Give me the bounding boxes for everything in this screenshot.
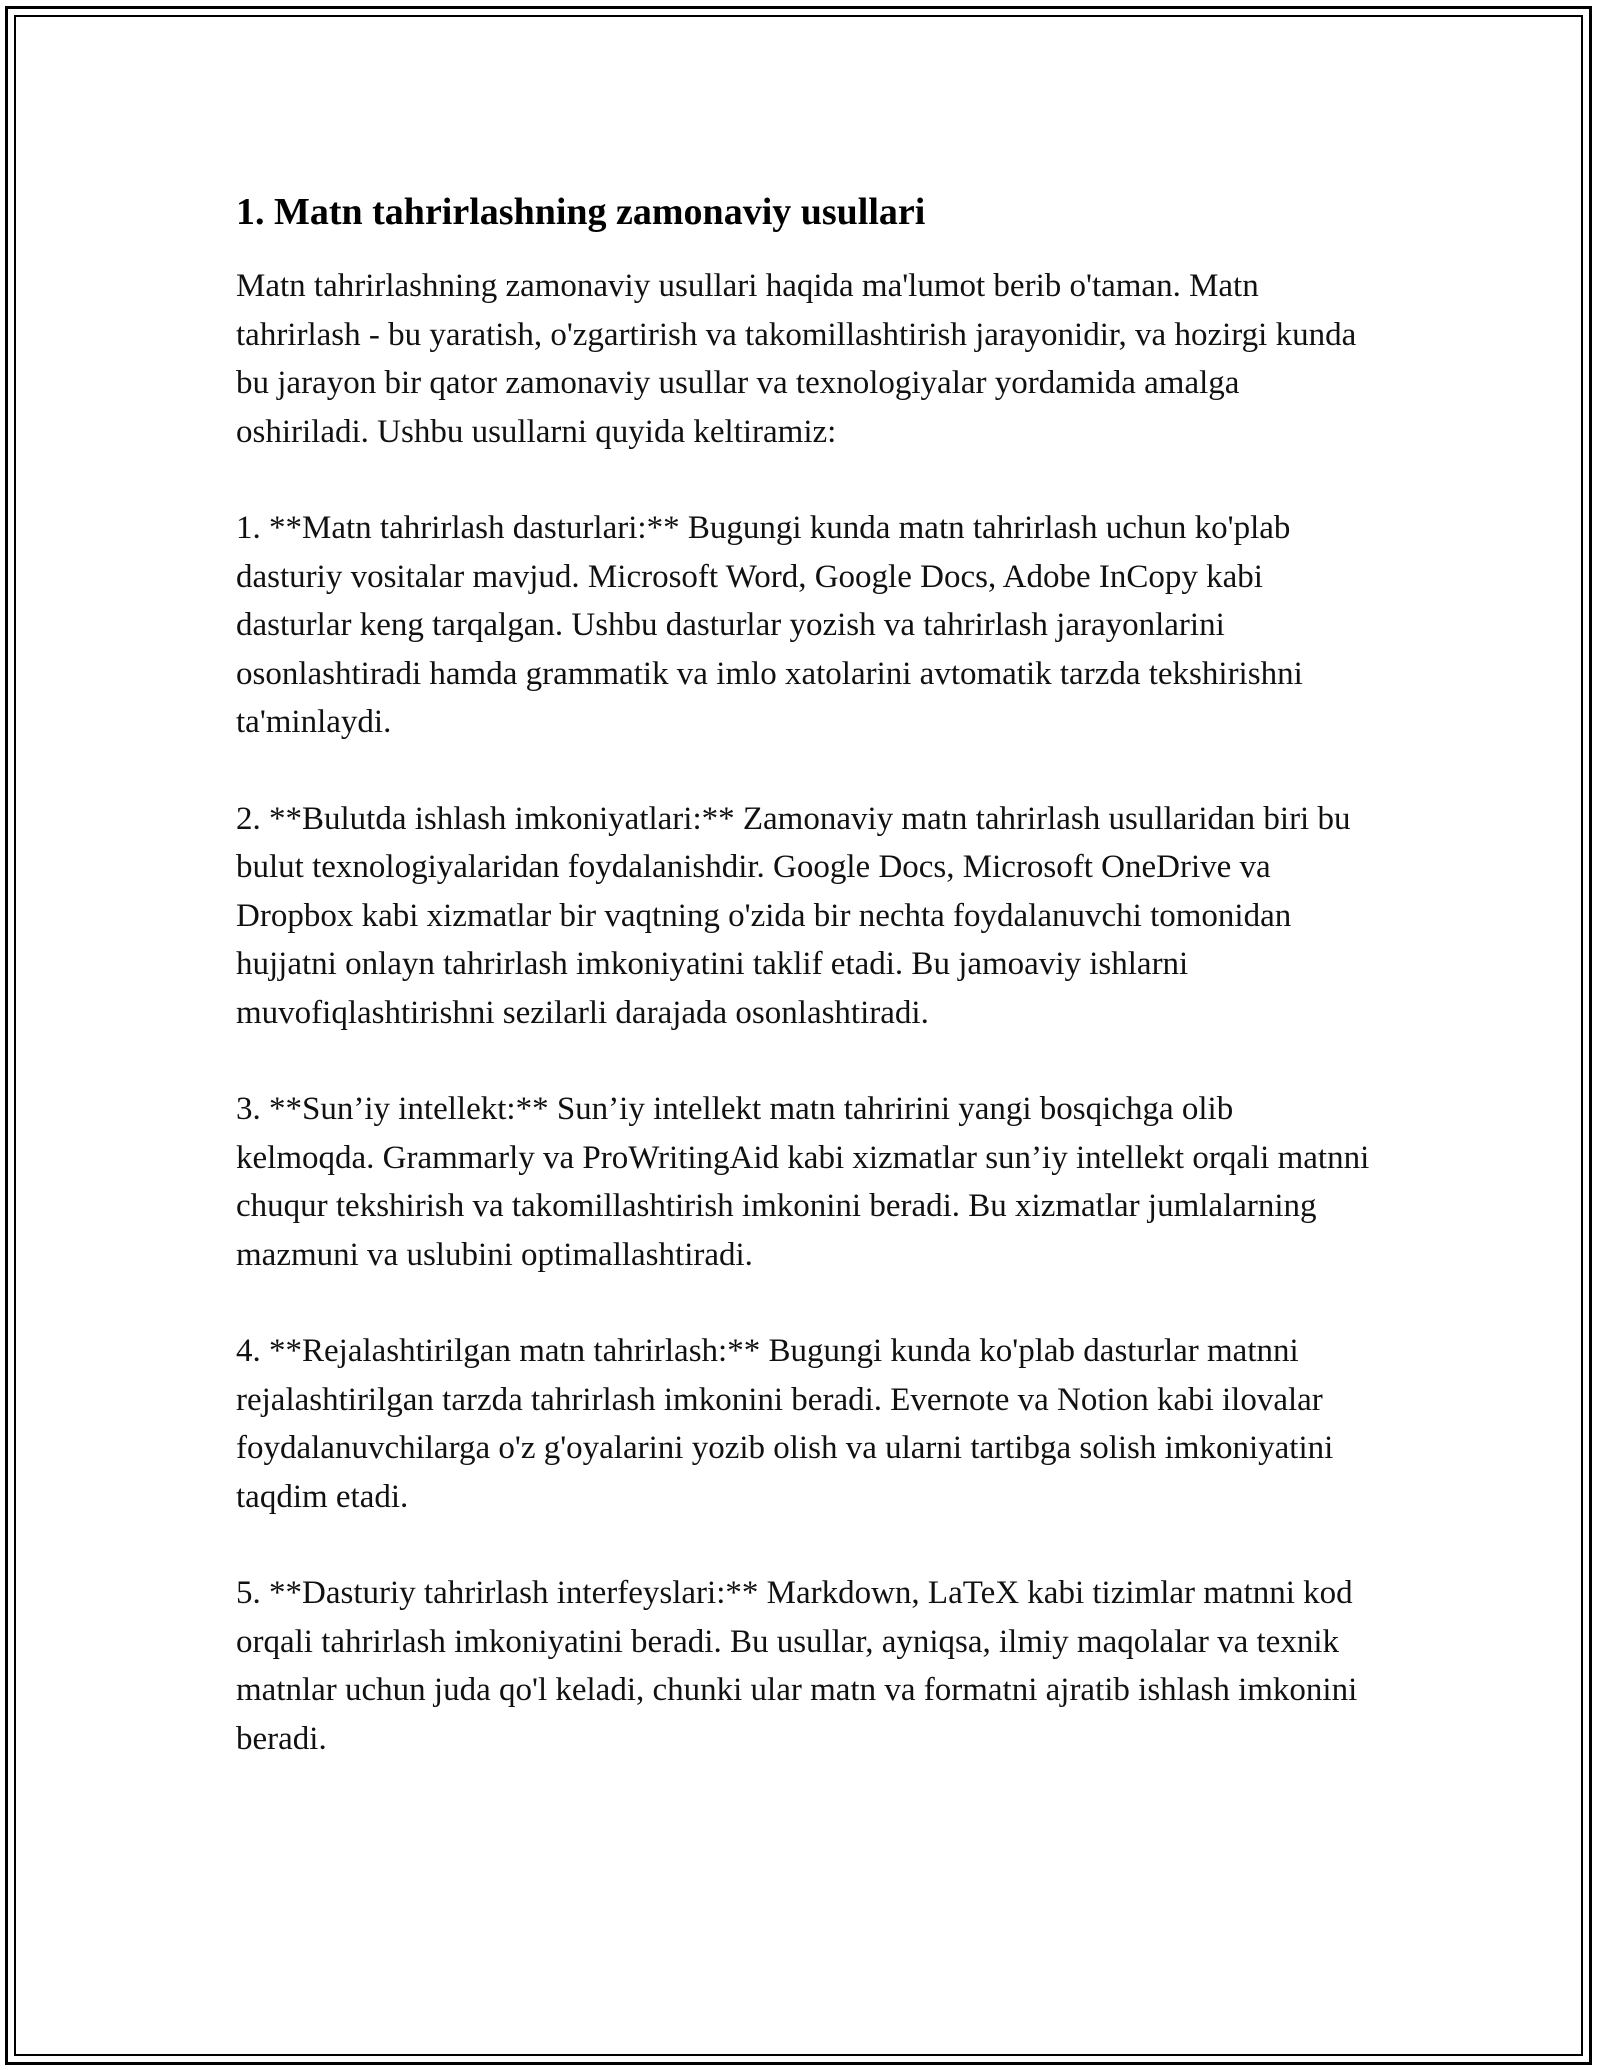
list-item-2-paragraph: 2. **Bulutda ishlash imkoniyatlari:** Zamonaviy matn tahrirlash usullaridan biri bu bulut texnologiyalaridan foydalanishdir. Google Docs, Microsoft OneDrive va Dropbox kabi xizmatlar bir vaqtning o'zida bir nechta foydalanuvchi tomonidan hujjatni onlayn tahrirlash imkoniyatini taklif etadi. Bu jamoaviy ishlarni muvofiqlashtirishni sezilarli darajada osonlashtiradi. <box>236 800 1351 1031</box>
list-item-3-paragraph: 3. **Sun’iy intellekt:** Sun’iy intellekt matn tahririni yangi bosqichga olib kelmoqda. Grammarly va ProWritingAid kabi xizmatlar sun’iy intellekt orqali matnni chuqur tekshirish va takomillashtirish imkonini beradi. Bu xizmatlar jumlalarning mazmuni va uslubini optimallashtiradi. <box>236 1091 1370 1273</box>
list-item-5-paragraph: 5. **Dasturiy tahrirlash interfeyslari:** Markdown, LaTeX kabi tizimlar matnni kod orqali tahrirlash imkoniyatini beradi. Bu usullar, ayniqsa, ilmiy maqolalar va texnik matnlar uchun juda qo'l keladi, chunki ular matn va formatni ajratib ishlash imkonini beradi. <box>236 1575 1358 1757</box>
list-item-4-paragraph: 4. **Rejalashtirilgan matn tahrirlash:** Bugungi kunda ko'plab dasturlar matnni rejalashtirilgan tarzda tahrirlash imkonini beradi. Evernote va Notion kabi ilovalar foydalanuvchilarga o'z g'oyalarini yozib olish va ularni tartibga solish imkoniyatini taqdim etadi. <box>236 1333 1334 1515</box>
list-item-1-paragraph: 1. **Matn tahrirlash dasturlari:** Bugungi kunda matn tahrirlash uchun ko'plab dasturiy vositalar mavjud. Microsoft Word, Google Docs, Adobe InCopy kabi dasturlar keng tarqalgan. Ushbu dasturlar yozish va tahrirlash jarayonlarini osonlashtiradi hamda grammatik va imlo xatolarini avtomatik tarzda tekshirishni ta'minlaydi. <box>236 510 1303 740</box>
document-title: 1. Matn tahrirlashning zamonaviy usullari <box>236 191 926 233</box>
document-body <box>236 186 1376 1811</box>
intro-paragraph: Matn tahrirlashning zamonaviy usullari haqida ma'lumot berib o'taman. Matn tahrirlash - bu yaratish, o'zgartirish va takomillashtirish jarayonidir, va hozirgi kunda bu jarayon bir qator zamonaviy usullar va texnologiyalar yordamida amalga oshiriladi. Ushbu usullarni quyida keltiramiz: <box>236 268 1357 450</box>
